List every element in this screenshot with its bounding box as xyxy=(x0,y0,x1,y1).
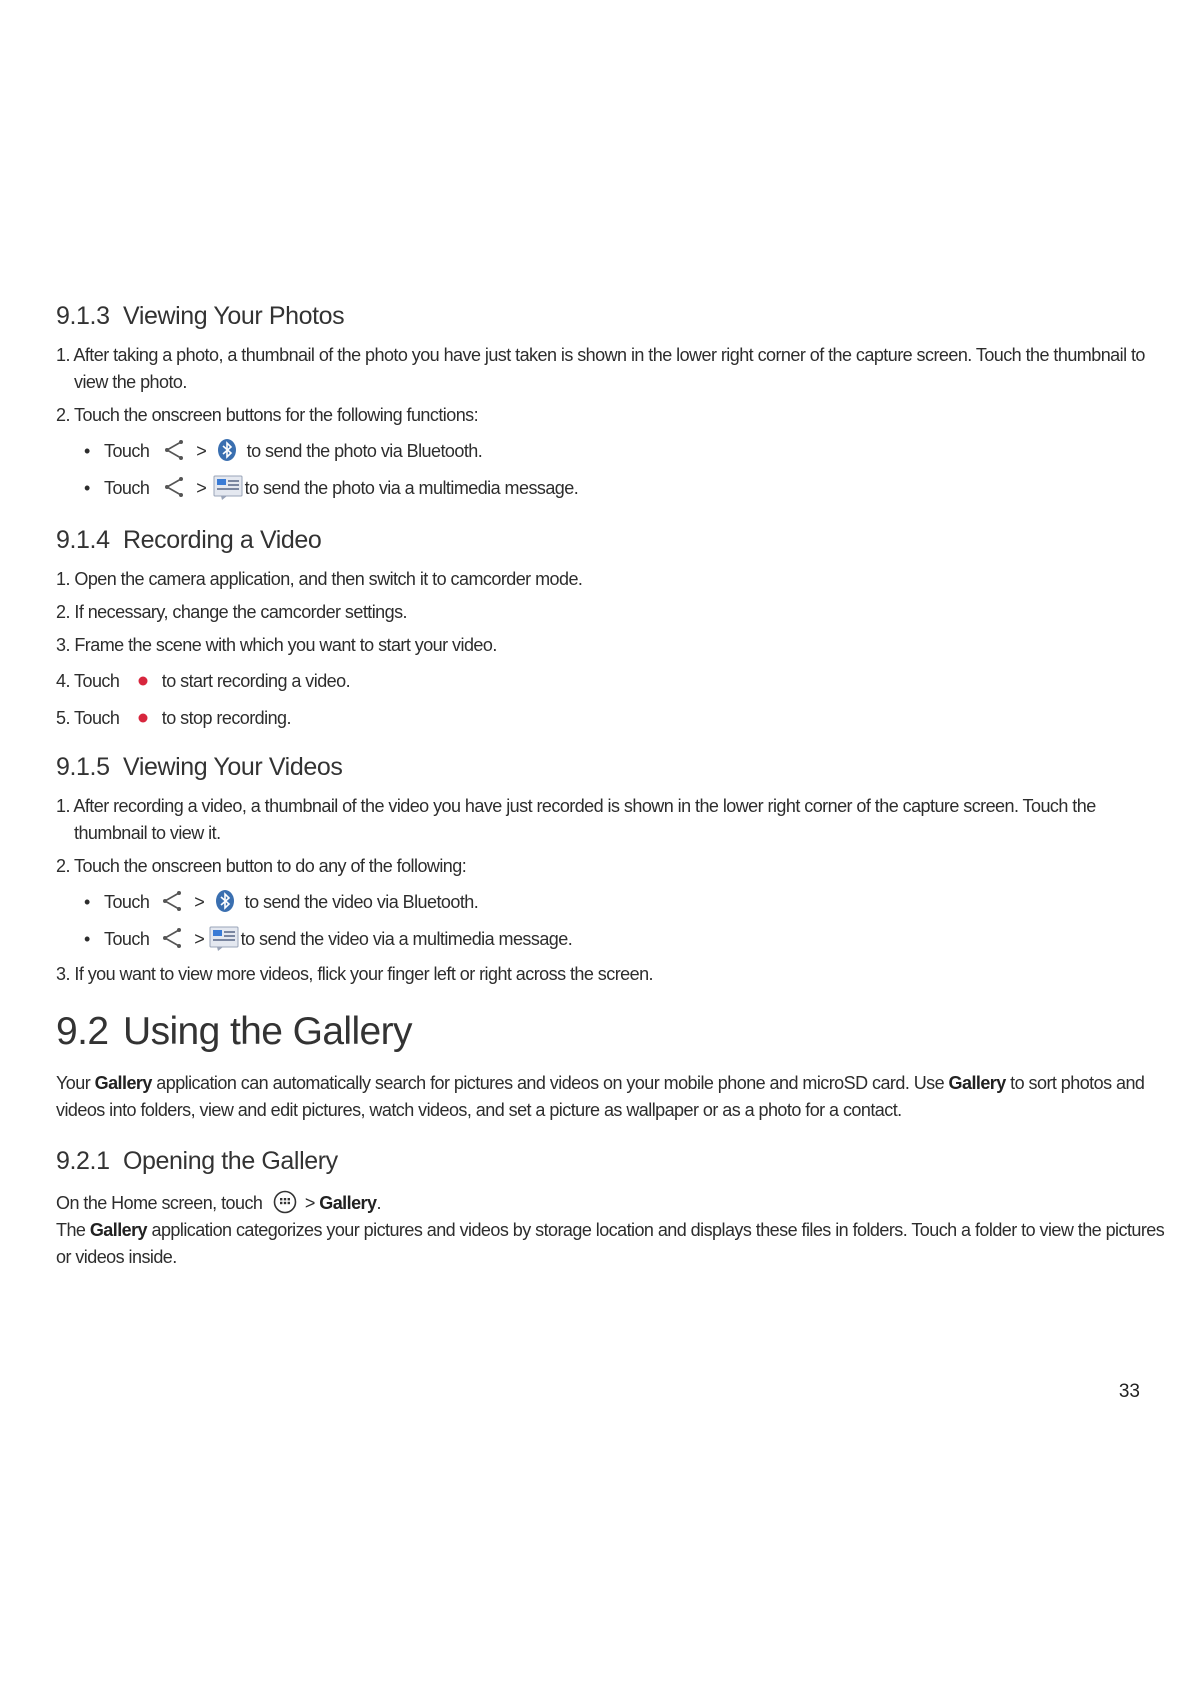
arrow-separator: > xyxy=(196,441,207,461)
mms-icon xyxy=(213,474,243,500)
bullet-touch: Touch xyxy=(104,929,150,949)
bullet-dot: • xyxy=(84,929,90,949)
bullet-dot: • xyxy=(84,441,90,461)
section-number: 9.1.3 xyxy=(56,302,110,330)
bluetooth-icon xyxy=(215,889,235,913)
step-2: 2. Touch the onscreen button to do any of the following: xyxy=(56,856,467,876)
arrow-separator: > xyxy=(194,892,205,912)
mms-icon xyxy=(209,925,239,951)
text-run: application can automatically search for pictures and videos on your mobile phone and microSD card. Use xyxy=(151,1073,949,1093)
step-1-line-1: 1. After recording a video, a thumbnail of the video you have just recorded is shown in the lower right corner of the capture screen. Touch the xyxy=(56,796,1096,816)
step-1-line-2: view the photo. xyxy=(74,372,187,392)
step-2: 2. Touch the onscreen buttons for the following functions: xyxy=(56,405,479,425)
gallery-bold: Gallery xyxy=(94,1073,152,1093)
share-icon xyxy=(160,926,184,950)
section-heading-9-1-3 xyxy=(56,302,344,331)
bullet-mms-photo xyxy=(84,475,578,502)
section-title: Using the Gallery xyxy=(123,1010,412,1053)
arrow-separator: > xyxy=(304,1193,320,1213)
text-run: application categorizes your pictures and videos by storage location and displays these files in folders. Touch a folder to view the pictures xyxy=(147,1220,1165,1240)
step-1: 1. Open the camera application, and then switch it to camcorder mode. xyxy=(56,569,583,589)
text-run: The xyxy=(56,1220,90,1240)
arrow-separator: > xyxy=(194,929,205,949)
step-2: 2. If necessary, change the camcorder settings. xyxy=(56,602,408,622)
text-run: . xyxy=(376,1193,381,1213)
bullet-touch: Touch xyxy=(104,892,150,912)
gallery-bold: Gallery xyxy=(948,1073,1006,1093)
bullet-text: to send the video via a multimedia message. xyxy=(240,929,573,949)
section-number: 9.2.1 xyxy=(56,1147,110,1175)
text-run: On the Home screen, touch xyxy=(56,1193,263,1213)
section-title: Viewing Your Videos xyxy=(123,753,343,781)
gallery-intro-line-1 xyxy=(56,1070,1144,1097)
step-4 xyxy=(56,668,350,695)
bullet-dot: • xyxy=(84,478,90,498)
step-touch: 4. Touch xyxy=(56,671,120,691)
gallery-intro-line-2: videos into folders, view and edit pictures, watch videos, and set a picture as wallpaper or as a photo for a contact. xyxy=(56,1100,902,1120)
apps-icon xyxy=(273,1190,297,1214)
section-heading-9-2 xyxy=(56,1010,412,1054)
step-text: to stop recording. xyxy=(161,708,291,728)
section-number: 9.2 xyxy=(56,1010,109,1053)
arrow-separator: > xyxy=(196,478,207,498)
share-icon xyxy=(160,889,184,913)
bullet-touch: Touch xyxy=(104,441,150,461)
bullet-bluetooth-video xyxy=(84,889,478,916)
section-heading-9-1-5 xyxy=(56,753,342,782)
gallery-bold: Gallery xyxy=(89,1220,148,1240)
gallery-bold: Gallery xyxy=(319,1193,377,1213)
open-gallery-line-3: or videos inside. xyxy=(56,1247,177,1267)
step-5 xyxy=(56,705,291,732)
share-icon xyxy=(162,438,186,462)
step-text: to start recording a video. xyxy=(161,671,351,691)
step-1-line-1: 1. After taking a photo, a thumbnail of the photo you have just taken is shown in the lower right corner of the capture screen. Touch the thumbnail to xyxy=(56,345,1145,365)
step-3: 3. If you want to view more videos, flick your finger left or right across the screen. xyxy=(56,964,653,984)
text-run: Your xyxy=(56,1073,95,1093)
section-title: Opening the Gallery xyxy=(123,1147,338,1175)
bullet-text: to send the photo via Bluetooth. xyxy=(246,441,483,461)
bullet-touch: Touch xyxy=(104,478,150,498)
record-icon xyxy=(138,676,148,686)
open-gallery-line-2 xyxy=(56,1217,1164,1244)
bullet-bluetooth-photo xyxy=(84,438,482,465)
section-title: Viewing Your Photos xyxy=(123,302,345,330)
section-number: 9.1.4 xyxy=(56,526,110,554)
bluetooth-icon xyxy=(217,438,237,462)
section-number: 9.1.5 xyxy=(56,753,110,781)
bullet-dot: • xyxy=(84,892,90,912)
open-gallery-line-1 xyxy=(56,1190,381,1217)
step-1-line-2: thumbnail to view it. xyxy=(74,823,221,843)
section-title: Recording a Video xyxy=(123,526,322,554)
text-run: to sort photos and xyxy=(1005,1073,1145,1093)
share-icon xyxy=(162,475,186,499)
section-heading-9-2-1 xyxy=(56,1147,338,1176)
bullet-text: to send the video via Bluetooth. xyxy=(244,892,479,912)
step-touch: 5. Touch xyxy=(56,708,120,728)
step-3: 3. Frame the scene with which you want to start your video. xyxy=(56,635,497,655)
bullet-mms-video xyxy=(84,926,572,953)
section-heading-9-1-4 xyxy=(56,526,321,555)
bullet-text: to send the photo via a multimedia message. xyxy=(244,478,579,498)
page-number: 33 xyxy=(1118,1381,1140,1402)
record-icon xyxy=(138,713,148,723)
